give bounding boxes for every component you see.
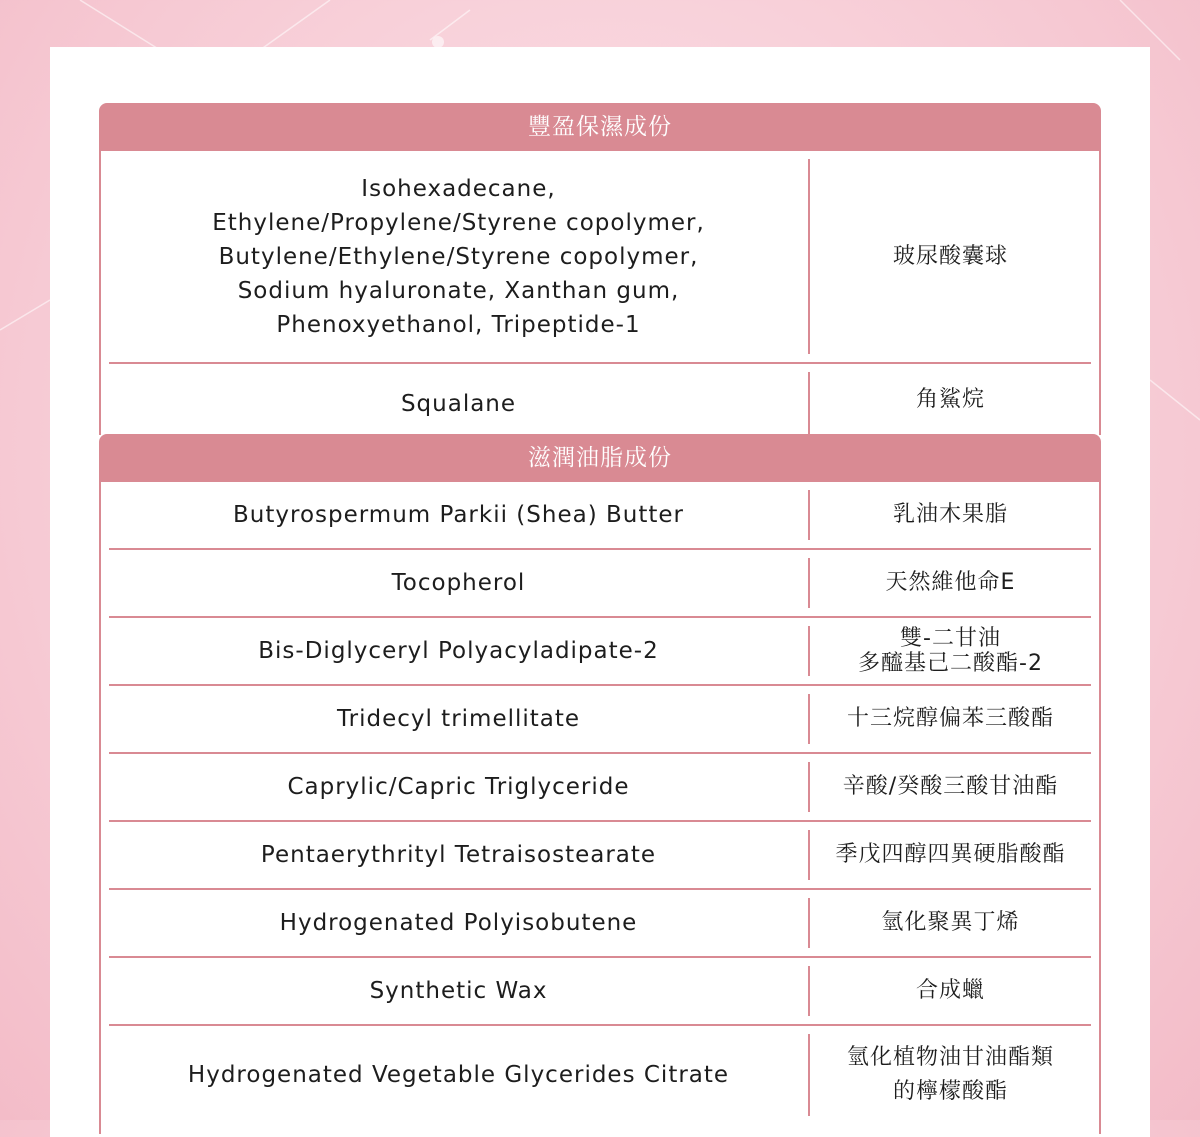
- ingredient-english: Tocopherol: [109, 558, 810, 608]
- table-row: [109, 364, 1091, 435]
- ingredient-english: Hydrogenated Polyisobutene: [109, 898, 810, 948]
- table-row: [109, 890, 1091, 958]
- ingredient-list: [101, 151, 1099, 435]
- ingredient-chinese: 氫化聚異丁烯: [881, 910, 1020, 935]
- table-row: [109, 550, 1091, 618]
- ingredient-chinese: 辛酸/癸酸三酸甘油酯: [842, 774, 1059, 799]
- ingredient-english: Caprylic/Capric Triglyceride: [109, 762, 810, 812]
- ingredient-english: Hydrogenated Vegetable Glycerides Citrate: [109, 1034, 810, 1116]
- ingredient-chinese: 乳油木果脂: [892, 502, 1008, 527]
- section-title: 豐盈保濕成份: [99, 103, 1101, 151]
- section-title: 滋潤油脂成份: [99, 434, 1101, 482]
- ingredient-list: [101, 482, 1099, 1124]
- ingredient-english: Isohexadecane, Ethylene/Propylene/Styrene copolymer, Butylene/Ethylene/Styrene copolymer, Sodium hyaluronate, Xanthan gum, Phenoxyethanol, Tripeptide-1: [109, 159, 810, 354]
- ingredient-english: Synthetic Wax: [109, 966, 810, 1016]
- ingredient-chinese: 十三烷醇偏苯三酸酯: [846, 706, 1054, 731]
- ingredient-section-nourishing: [99, 434, 1101, 1134]
- table-row: [109, 686, 1091, 754]
- ingredient-english: Pentaerythrityl Tetraisostearate: [109, 830, 810, 880]
- ingredient-section-moisturizing: [99, 103, 1101, 435]
- ingredient-chinese: 合成蠟: [915, 978, 985, 1003]
- ingredient-english: Butyrospermum Parkii (Shea) Butter: [109, 490, 810, 540]
- table-row: [109, 1026, 1091, 1124]
- ingredient-chinese: 雙-二甘油 多醯基己二酸酯-2: [858, 626, 1043, 676]
- ingredient-english: Tridecyl trimellitate: [109, 694, 810, 744]
- table-row: [109, 822, 1091, 890]
- ingredient-chinese: 季戊四醇四異硬脂酸酯: [835, 842, 1066, 867]
- ingredient-chinese: 天然維他命E: [885, 570, 1016, 595]
- ingredient-chinese: 玻尿酸囊球: [892, 243, 1008, 269]
- ingredient-chinese: 角鯊烷: [915, 386, 985, 412]
- ingredient-english: Squalane: [109, 372, 810, 435]
- table-row: [109, 482, 1091, 550]
- table-row: [109, 958, 1091, 1026]
- table-row: [109, 151, 1091, 364]
- table-row: [109, 618, 1091, 686]
- ingredient-english: Bis-Diglyceryl Polyacyladipate-2: [109, 626, 810, 676]
- table-row: [109, 754, 1091, 822]
- ingredient-chinese: 氫化植物油甘油酯類 的檸檬酸酯: [846, 1045, 1054, 1104]
